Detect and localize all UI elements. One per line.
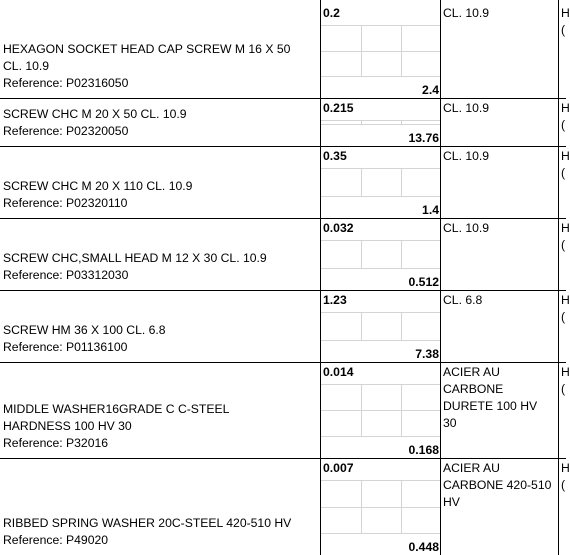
gridline	[321, 124, 440, 125]
truncated-column-text	[561, 292, 570, 326]
gridline	[321, 480, 440, 481]
table-row	[0, 98, 570, 146]
description-cell[interactable]	[0, 98, 320, 146]
part-description	[3, 106, 318, 123]
weight-cell[interactable]	[321, 98, 440, 146]
description-cell[interactable]	[0, 146, 320, 218]
gridline	[321, 120, 440, 121]
part-reference: Reference: P32016	[3, 436, 109, 450]
total-weight: 2.4	[422, 83, 439, 97]
description-cell[interactable]	[0, 218, 320, 290]
truncated-line: H	[561, 461, 570, 475]
truncated-column-cell[interactable]	[559, 3, 570, 98]
material-line: CL. 10.9	[443, 221, 490, 235]
gridline	[321, 196, 440, 197]
truncated-column-text	[561, 364, 570, 398]
gridline	[401, 168, 402, 196]
description-line: SCREW CHC,SMALL HEAD M 12 X 30 CL. 10.9	[3, 251, 267, 265]
unit-weight: 1.23	[323, 293, 347, 307]
material-line: 30	[443, 416, 457, 430]
weight-cell[interactable]	[321, 362, 440, 458]
weight-cell[interactable]	[321, 458, 440, 555]
material-line: ACIER AU	[443, 365, 500, 379]
description-cell[interactable]	[0, 458, 320, 555]
material-cell[interactable]	[441, 98, 558, 146]
total-weight: 7.38	[415, 347, 439, 361]
material-line: CL. 6.8	[443, 293, 483, 307]
truncated-column-cell[interactable]	[559, 218, 570, 290]
gridline	[401, 312, 402, 340]
description-line: RIBBED SPRING WASHER 20C-STEEL 420-510 HV	[3, 516, 292, 530]
material-line: CARBONE 420-510	[443, 478, 552, 492]
description-line: MIDDLE WASHER16GRADE C C-STEEL	[3, 402, 230, 416]
gridline	[321, 76, 440, 77]
table-border	[0, 146, 566, 147]
material-cell[interactable]	[441, 362, 558, 458]
material-cell[interactable]	[441, 218, 558, 290]
truncated-line: H	[561, 293, 570, 307]
total-weight: 1.4	[422, 203, 439, 217]
truncated-column-cell[interactable]	[559, 362, 570, 458]
truncated-line: H	[561, 6, 570, 20]
truncated-line: H	[561, 365, 570, 379]
weight-cell[interactable]	[321, 218, 440, 290]
table-border	[558, 0, 559, 555]
truncated-line: (	[561, 238, 566, 252]
table-row	[0, 3, 570, 98]
description-line: HARDNESS 100 HV 30	[3, 419, 132, 433]
gridline	[321, 25, 440, 26]
material-grade	[443, 460, 558, 511]
material-grade	[443, 148, 558, 165]
material-line: HV	[443, 495, 460, 509]
material-grade	[443, 364, 558, 432]
material-line: DURETE 100 HV	[443, 399, 538, 413]
truncated-column-text	[561, 100, 570, 134]
gridline	[361, 168, 362, 196]
description-cell[interactable]	[0, 362, 320, 458]
unit-weight: 0.007	[323, 461, 354, 475]
description-line: HEXAGON SOCKET HEAD CAP SCREW M 16 X 50	[3, 42, 291, 56]
unit-weight: 0.032	[323, 221, 354, 235]
material-cell[interactable]	[441, 3, 558, 98]
truncated-line: H	[561, 221, 570, 235]
part-description	[3, 322, 318, 339]
description-line: SCREW HM 36 X 100 CL. 6.8	[3, 323, 166, 337]
description-line: CL. 10.9	[3, 59, 50, 73]
unit-weight: 0.35	[323, 149, 347, 163]
material-grade	[443, 5, 558, 22]
material-cell[interactable]	[441, 146, 558, 218]
table-border	[0, 218, 566, 219]
gridline	[321, 51, 440, 52]
material-cell[interactable]	[441, 290, 558, 362]
table-row	[0, 146, 570, 218]
table-row	[0, 362, 570, 458]
material-grade	[443, 220, 558, 237]
gridline	[361, 312, 362, 340]
table-border	[320, 0, 321, 555]
truncated-line: (	[561, 478, 566, 492]
truncated-column-text	[561, 148, 570, 182]
gridline	[321, 240, 440, 241]
truncated-line: (	[561, 166, 566, 180]
gridline	[361, 240, 362, 268]
material-line: CARBONE	[443, 382, 504, 396]
description-cell[interactable]	[0, 3, 320, 98]
table-border	[0, 362, 566, 363]
part-description	[3, 250, 318, 267]
gridline	[321, 312, 440, 313]
gridline	[321, 436, 440, 437]
truncated-column-text	[561, 5, 570, 39]
table-border	[440, 0, 441, 555]
table-border	[0, 98, 566, 99]
material-line: CL. 10.9	[443, 149, 490, 163]
part-description	[3, 41, 318, 75]
part-description	[3, 178, 318, 195]
truncated-line: H	[561, 101, 570, 115]
truncated-column-text	[561, 460, 570, 494]
truncated-line: (	[561, 382, 566, 396]
table-border	[0, 458, 566, 459]
table-border	[0, 290, 566, 291]
truncated-line: (	[561, 310, 566, 324]
truncated-column-cell[interactable]	[559, 290, 570, 362]
part-reference: Reference: P49020	[3, 533, 109, 547]
truncated-line: (	[561, 23, 566, 37]
truncated-column-cell[interactable]	[559, 98, 570, 146]
total-weight: 0.168	[408, 443, 439, 457]
total-weight: 0.448	[408, 540, 439, 554]
part-description	[3, 401, 318, 435]
gridline	[321, 168, 440, 169]
part-reference: Reference: P02316050	[3, 76, 129, 90]
unit-weight: 0.215	[323, 101, 354, 115]
material-line: CL. 10.9	[443, 101, 490, 115]
part-reference: Reference: P02320050	[3, 124, 129, 138]
gridline	[321, 340, 440, 341]
part-reference: Reference: P01136100	[3, 340, 128, 354]
description-line: SCREW CHC M 20 X 50 CL. 10.9	[3, 107, 187, 121]
unit-weight: 0.2	[323, 6, 340, 20]
gridline	[321, 410, 440, 411]
table-row	[0, 290, 570, 362]
truncated-line: (	[561, 118, 566, 132]
part-description	[3, 515, 318, 532]
truncated-column-text	[561, 220, 570, 254]
truncated-column-cell[interactable]	[559, 146, 570, 218]
gridline	[321, 507, 440, 508]
table-row	[0, 218, 570, 290]
part-reference: Reference: P02320110	[3, 196, 128, 210]
truncated-line: H	[561, 149, 570, 163]
table-row	[0, 458, 570, 555]
truncated-column-cell[interactable]	[559, 458, 570, 555]
weight-cell[interactable]	[321, 146, 440, 218]
total-weight: 13.76	[408, 131, 439, 145]
description-line: SCREW CHC M 20 X 110 CL. 10.9	[3, 179, 193, 193]
part-reference: Reference: P03312030	[3, 268, 129, 282]
material-cell[interactable]	[441, 458, 558, 555]
unit-weight: 0.014	[323, 365, 354, 379]
gridline	[321, 533, 440, 534]
weight-cell[interactable]	[321, 290, 440, 362]
gridline	[321, 384, 440, 385]
material-grade	[443, 292, 558, 309]
gridline	[321, 268, 440, 269]
weight-cell[interactable]	[321, 3, 440, 98]
total-weight: 0.512	[408, 275, 439, 289]
material-line: CL. 10.9	[443, 6, 490, 20]
gridline	[401, 240, 402, 268]
description-cell[interactable]	[0, 290, 320, 362]
material-line: ACIER AU	[443, 461, 500, 475]
material-grade	[443, 100, 558, 117]
